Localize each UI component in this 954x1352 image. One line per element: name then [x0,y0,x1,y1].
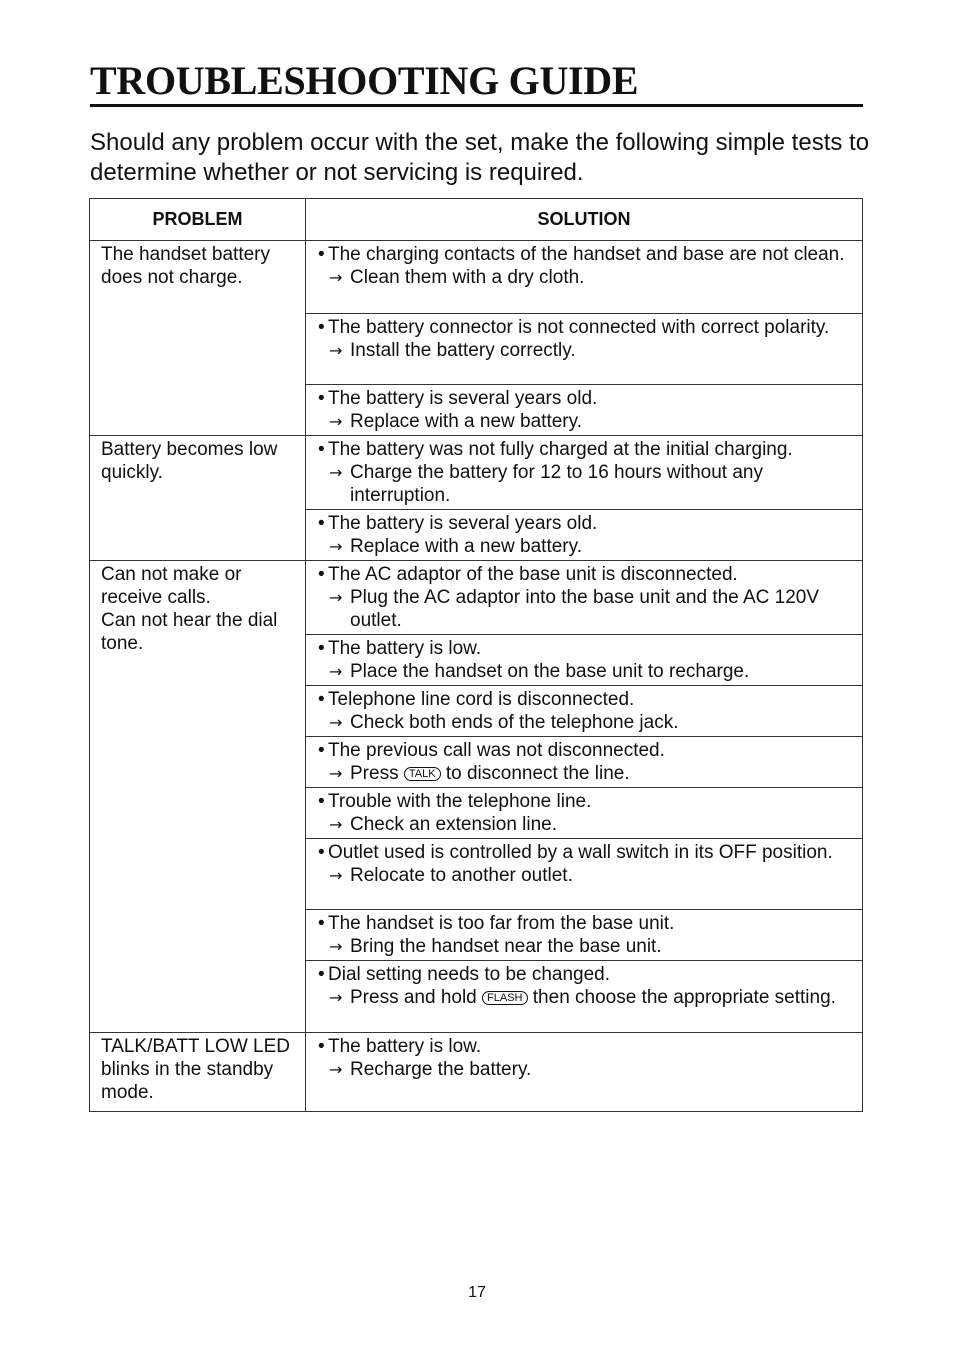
solution-cell [306,839,863,910]
cause-line [318,739,854,762]
cause-line [318,963,854,986]
cause-text: The AC adaptor of the base unit is disconnected. [328,564,738,585]
cause-text: The handset is too far from the base unit. [328,913,675,934]
cause-line [318,563,854,586]
arrow-right-icon: → [329,268,343,287]
problem-text: The handset battery does not charge. [101,244,270,288]
solution-cell [306,385,863,436]
cause-line [318,512,854,535]
arrow-right-icon: → [329,764,343,783]
table-header-row [90,199,863,241]
problem-cell [90,1033,306,1112]
remedy-text: Install the battery correctly. [350,340,576,361]
remedy-text: Replace with a new battery. [350,411,582,432]
remedy-text: Bring the handset near the base unit. [350,936,662,957]
remedy-line [318,1058,854,1081]
problem-cell [90,436,306,561]
solution-cell [306,436,863,510]
solution-cell [306,910,863,961]
cause-line [318,387,854,410]
remedy-line [318,935,854,958]
arrow-right-icon: → [329,537,343,556]
arrow-right-icon: → [329,866,343,885]
remedy-line [318,711,854,734]
remedy-text [350,762,630,785]
arrow-right-icon: → [329,463,343,482]
arrow-right-icon: → [329,588,343,607]
bullet-icon: • [318,1036,325,1057]
remedy-text: Check both ends of the telephone jack. [350,712,679,733]
cause-line [318,912,854,935]
solution-cell [306,1033,863,1112]
table-body [90,241,863,1112]
remedy-text: Replace with a new battery. [350,536,582,557]
title-rule [90,104,863,107]
solution-cell [306,686,863,737]
remedy-line [318,410,854,433]
remedy-text: Recharge the battery. [350,1059,532,1080]
arrow-right-icon: → [329,988,343,1007]
bullet-icon: • [318,244,325,265]
cause-text: The battery was not fully charged at the initial charging. [328,439,793,460]
table-row [90,436,863,510]
solution-header: SOLUTION [306,199,863,241]
cause-line [318,316,854,339]
bullet-icon: • [318,317,325,338]
remedy-text: Place the handset on the base unit to recharge. [350,661,750,682]
solution-cell [306,737,863,788]
cause-text: Outlet used is controlled by a wall switch in its OFF position. [328,842,833,863]
solution-cell [306,788,863,839]
solution-cell [306,635,863,686]
remedy-text-post: to disconnect the line. [445,763,630,784]
page-number: 17 [468,1284,486,1301]
remedy-text: Check an extension line. [350,814,558,835]
arrow-right-icon: → [329,713,343,732]
bullet-icon: • [318,964,325,985]
remedy-text-post: then choose the appropriate setting. [532,987,836,1008]
cause-text: The charging contacts of the handset and base are not clean. [328,244,845,265]
bullet-icon: • [318,791,325,812]
table-row [90,1033,863,1112]
problem-header: PROBLEM [90,199,306,241]
remedy-line [318,339,854,362]
remedy-line [318,813,854,836]
problem-cell [90,241,306,436]
cause-text: The battery is several years old. [328,388,598,409]
arrow-right-icon: → [329,937,343,956]
problem-text: Can not make or receive calls. Can not hear the dial tone. [101,564,278,654]
solution-cell [306,314,863,385]
problem-text: Battery becomes low quickly. [101,439,278,483]
cause-text: The battery is low. [328,1036,482,1057]
bullet-icon: • [318,638,325,659]
cause-text: Dial setting needs to be changed. [328,964,611,985]
cause-line [318,243,854,266]
remedy-text: Plug the AC adaptor into the base unit and the AC 120V outlet. [350,587,820,631]
remedy-text: Clean them with a dry cloth. [350,267,585,288]
remedy-text [350,986,836,1009]
bullet-icon: • [318,439,325,460]
cause-line [318,1035,854,1058]
bullet-icon: • [318,740,325,761]
bullet-icon: • [318,689,325,710]
remedy-text: Charge the battery for 12 to 16 hours without any interruption. [350,462,763,506]
remedy-line [318,986,854,1009]
solution-cell [306,961,863,1033]
problem-cell [90,561,306,1033]
page-title: TROUBLESHOOTING GUIDE [90,58,639,103]
cause-line [318,841,854,864]
solution-cell [306,561,863,635]
remedy-line [318,535,854,558]
remedy-line [318,660,854,683]
cause-text: The battery is several years old. [328,513,598,534]
problem-text: TALK/BATT LOW LED blinks in the standby mode. [101,1036,290,1103]
cause-line [318,688,854,711]
bullet-icon: • [318,842,325,863]
remedy-text-pre: Press [350,763,399,784]
table-row [90,241,863,314]
cause-line [318,790,854,813]
arrow-right-icon: → [329,662,343,681]
remedy-line [318,461,854,507]
remedy-text: Relocate to another outlet. [350,865,573,886]
bullet-icon: • [318,913,325,934]
cause-text: The previous call was not disconnected. [328,740,665,761]
remedy-line [318,266,854,289]
cause-text: Trouble with the telephone line. [328,791,592,812]
remedy-line [318,864,854,887]
arrow-right-icon: → [329,1060,343,1079]
key-flash-icon: FLASH [482,991,527,1005]
arrow-right-icon: → [329,341,343,360]
cause-text: The battery connector is not connected with correct polarity. [328,317,830,338]
solution-cell [306,241,863,314]
bullet-icon: • [318,513,325,534]
cause-line [318,438,854,461]
cause-line [318,637,854,660]
bullet-icon: • [318,388,325,409]
arrow-right-icon: → [329,815,343,834]
cause-text: Telephone line cord is disconnected. [328,689,635,710]
key-talk-icon: TALK [404,767,441,781]
bullet-icon: • [318,564,325,585]
arrow-right-icon: → [329,412,343,431]
solution-cell [306,510,863,561]
remedy-line [318,586,854,632]
intro-text: Should any problem occur with the set, make the following simple tests to determine whether or not servicing is required. [90,129,870,186]
cause-text: The battery is low. [328,638,482,659]
troubleshooting-table [89,198,863,1112]
remedy-text-pre: Press and hold [350,987,477,1008]
table-row [90,561,863,635]
remedy-line [318,762,854,785]
